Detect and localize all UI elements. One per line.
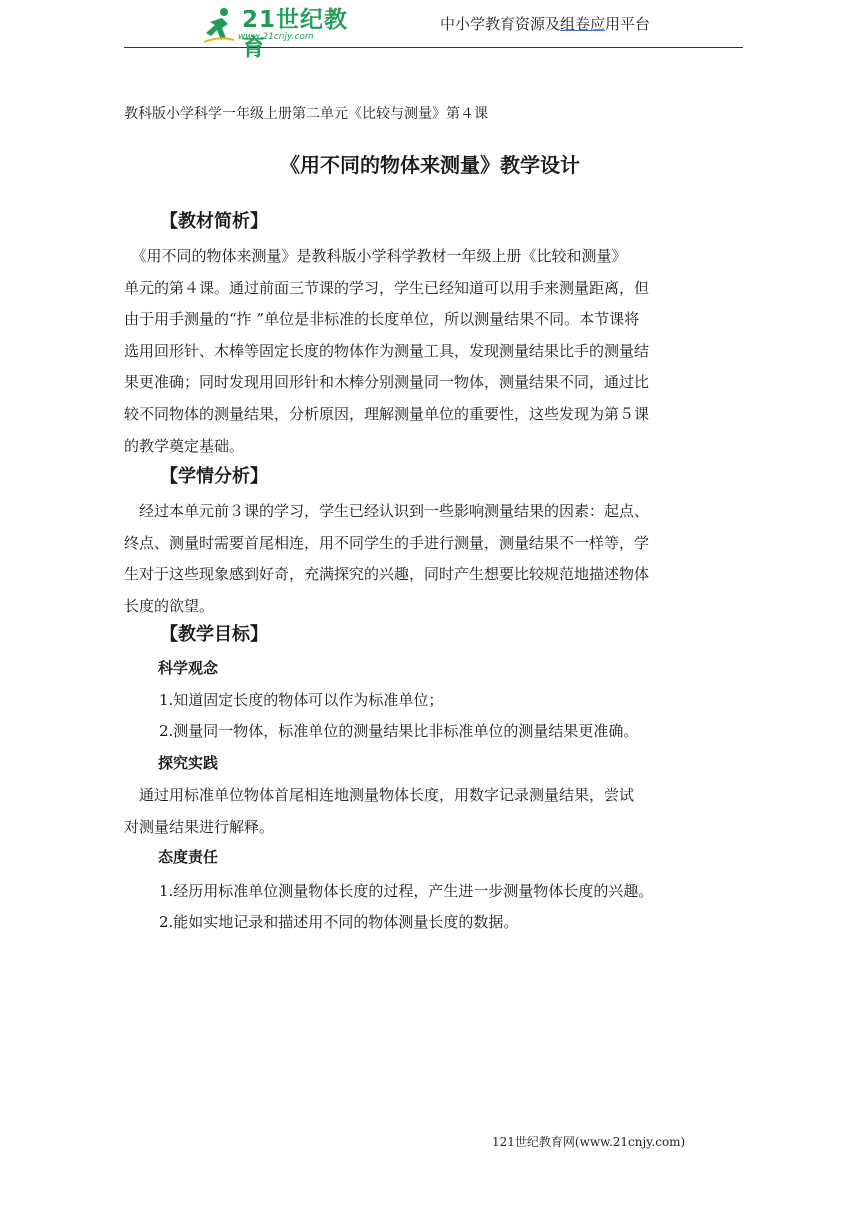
platform-slogan-underlined: 组卷应	[560, 15, 606, 33]
page-title: 《用不同的物体来测量》教学设计	[280, 153, 580, 177]
paragraph-line: 生对于这些现象感到好奇，充满探究的兴趣，同时产生想要比较规范地描述物体	[124, 565, 650, 584]
paragraph-line: 经过本单元前３课的学习，学生已经认识到一些影响测量结果的因素：起点、	[124, 502, 650, 520]
runner-logo-icon	[202, 6, 236, 44]
list-item: 2.能如实地记录和描述用不同的物体测量长度的数据。	[159, 913, 519, 931]
platform-slogan-end: 用平台	[605, 15, 651, 33]
subheading-attitude: 态度责任	[158, 848, 219, 866]
list-item: 2.测量同一物体，标准单位的测量结果比非标准单位的测量结果更准确。	[159, 722, 639, 740]
platform-slogan	[440, 14, 650, 34]
paragraph-line: 长度的欲望。	[124, 596, 215, 615]
paragraph-line: 通过用标准单位物体首尾相连地测量物体长度，用数字记录测量结果，尝试	[124, 786, 635, 804]
logo-url: www.21cnjy.com	[238, 32, 314, 42]
platform-slogan-start: 中小学教育资源及	[440, 15, 561, 33]
section-heading-analysis: 【教材简析】	[160, 211, 268, 232]
page-footer[interactable]: 121世纪教育网(www.21cnjy.com)	[492, 1135, 686, 1149]
students-paragraph	[124, 496, 746, 622]
brand-logo[interactable]	[202, 6, 362, 61]
analysis-paragraph	[124, 241, 746, 462]
paragraph-line: 的教学奠定基础。	[124, 436, 245, 455]
subheading-practice: 探究实践	[158, 754, 219, 772]
paragraph-line: 由于用手测量的“拃 ”单位是非标准的长度单位，所以测量结果不同。本节课将	[124, 310, 640, 329]
list-item: 1.经历用标准单位测量物体长度的过程，产生进一步测量物体长度的兴趣。	[159, 882, 654, 900]
practice-paragraph	[124, 780, 746, 843]
lesson-subtitle: 教科版小学科学一年级上册第二单元《比较与测量》第４课	[124, 106, 488, 122]
paragraph-line: 选用回形针、木棒等固定长度的物体作为测量工具，发现测量结果比手的测量结	[124, 341, 650, 360]
page-header	[124, 0, 743, 61]
paragraph-line: 单元的第４课。通过前面三节课的学习，学生已经知道可以用手来测量距离，但	[124, 278, 650, 297]
list-item: 1.知道固定长度的物体可以作为标准单位；	[159, 691, 444, 709]
paragraph-line: 对测量结果进行解释。	[124, 817, 275, 836]
paragraph-line: 果更准确；同时发现用回形针和木棒分别测量同一物体，测量结果不同，通过比	[124, 373, 650, 392]
paragraph-line: 终点、测量时需要首尾相连，用不同学生的手进行测量，测量结果不一样等，学	[124, 533, 650, 552]
section-heading-goals: 【教学目标】	[160, 624, 268, 645]
subheading-science-concept: 科学观念	[158, 659, 219, 677]
paragraph-line: 《用不同的物体来测量》是教科版小学科学教材一年级上册《比较和测量》	[124, 247, 627, 265]
paragraph-line: 较不同物体的测量结果，分析原因，理解测量单位的重要性，这些发现为第５课	[124, 404, 650, 423]
section-heading-students: 【学情分析】	[160, 466, 268, 487]
logo-wordmark: 21世纪教育	[242, 7, 349, 61]
